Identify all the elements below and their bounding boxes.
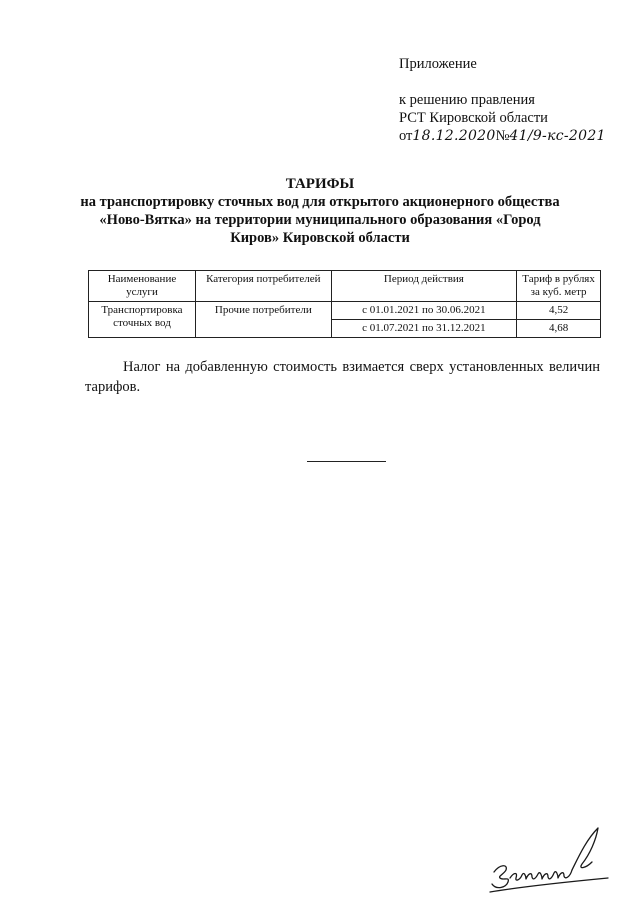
appendix-title: Приложение xyxy=(399,56,477,72)
table-header-row xyxy=(89,271,601,302)
number-prefix: № xyxy=(495,128,510,144)
appendix-date-line xyxy=(399,127,606,145)
cell-tariff: 4,52 xyxy=(517,302,601,320)
cell-period: с 01.01.2021 по 30.06.2021 xyxy=(331,302,516,320)
appendix-authority-line: РСТ Кировской области xyxy=(399,110,548,126)
header-period: Период действия xyxy=(331,271,516,302)
vat-note: Налог на добавленную стоимость взимается сверх установленных величин тарифов. xyxy=(85,359,600,395)
cell-service: Транспортировка сточных вод xyxy=(89,302,196,338)
appendix-block xyxy=(399,55,606,145)
divider-line xyxy=(307,461,386,462)
cell-category: Прочие потребители xyxy=(195,302,331,338)
date-prefix: от xyxy=(399,128,413,144)
table-row xyxy=(89,302,601,320)
handwritten-number: 41/9-кс-2021 xyxy=(509,128,606,144)
handwritten-date: 18.12.2020 xyxy=(412,128,496,144)
tariff-table xyxy=(88,270,601,338)
cell-period: с 01.07.2021 по 31.12.2021 xyxy=(331,320,516,338)
heading-line-1: на транспортировку сточных вод для открытого акционерного общества xyxy=(80,194,560,210)
appendix-decision-line: к решению правления xyxy=(399,92,535,108)
signature-icon xyxy=(486,820,611,900)
header-tariff: Тариф в рублях за куб. метр xyxy=(517,271,601,302)
header-category: Категория потребителей xyxy=(195,271,331,302)
heading-line-3: Киров» Кировской области xyxy=(230,230,410,246)
header-service: Наименование услуги xyxy=(89,271,196,302)
cell-tariff: 4,68 xyxy=(517,320,601,338)
document-title: ТАРИФЫ xyxy=(285,176,355,192)
heading-line-2: «Ново-Вятка» на территории муниципального образования «Город xyxy=(99,212,541,228)
document-heading xyxy=(0,175,640,247)
